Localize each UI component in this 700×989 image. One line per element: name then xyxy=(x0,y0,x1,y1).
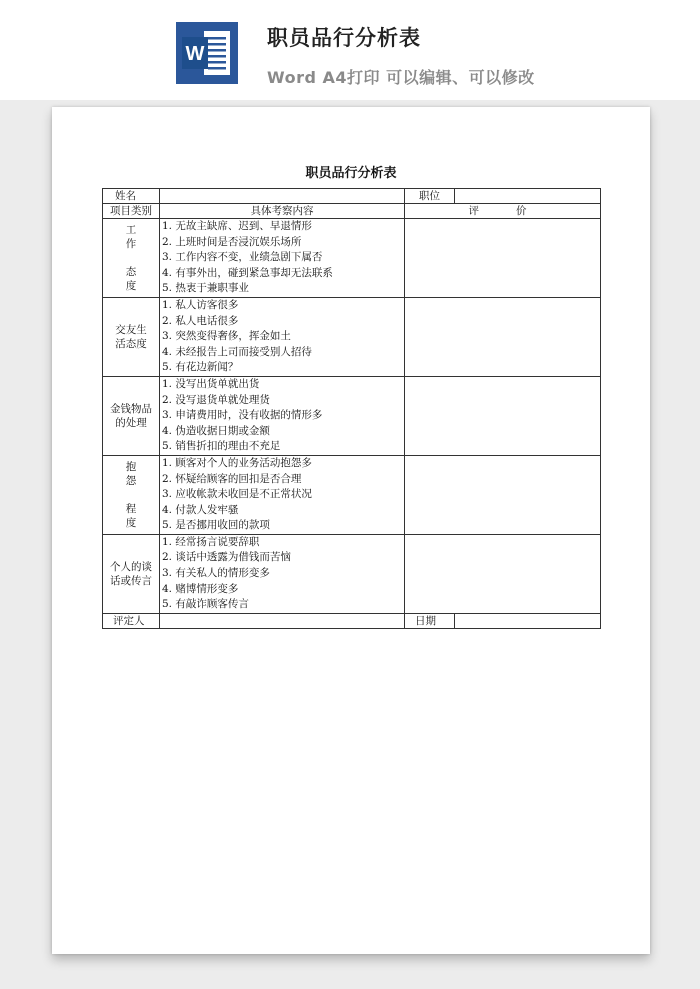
evaluator-label: 评定人 xyxy=(103,613,160,628)
section-row xyxy=(103,297,601,376)
criteria-item: 3. 突然变得奢侈，挥金如土 xyxy=(162,330,291,343)
category-cell xyxy=(103,534,160,613)
category-cell xyxy=(103,219,160,298)
category-cell xyxy=(103,376,160,455)
word-document-icon xyxy=(176,22,238,84)
criteria-item: 3. 工作内容不变，业绩急剧下属否 xyxy=(162,251,323,264)
criteria-item: 4. 未经报告上司而接受别人招待 xyxy=(162,345,312,358)
criteria-item: 4. 赌博情形变多 xyxy=(162,582,239,595)
category-column-header: 项目类别 xyxy=(103,204,160,219)
content-column-header: 具体考察内容 xyxy=(160,204,405,219)
criteria-item: 1. 私人访客很多 xyxy=(162,298,239,311)
criteria-item: 1. 无故主缺席、迟到、早退情形 xyxy=(162,220,312,232)
banner-subtitle: Word A4打印 可以编辑、可以修改 xyxy=(267,68,535,87)
criteria-item: 5. 有敲诈顾客传言 xyxy=(162,598,249,611)
word-logo-letter: W xyxy=(185,43,205,65)
criteria-item: 5. 是否挪用收回的款项 xyxy=(162,519,270,532)
evaluation-form-table xyxy=(102,188,601,629)
criteria-item: 4. 有事外出，碰到紧急事却无法联系 xyxy=(162,266,333,279)
name-label: 姓名 xyxy=(103,189,160,204)
date-value-field[interactable] xyxy=(455,613,601,628)
document-title: 职员品行分析表 xyxy=(305,166,397,181)
evaluation-label-part1: 评 xyxy=(468,205,479,217)
criteria-list xyxy=(160,219,405,298)
criteria-list xyxy=(160,455,405,534)
evaluation-label-part2: 价 xyxy=(516,205,527,217)
criteria-item: 3. 有关私人的情形变多 xyxy=(162,567,270,580)
banner-title: 职员品行分析表 xyxy=(267,26,421,50)
name-row xyxy=(103,189,601,204)
criteria-list xyxy=(160,534,405,613)
evaluation-field[interactable] xyxy=(405,219,601,298)
criteria-item: 5. 热衷于兼职事业 xyxy=(162,282,249,295)
criteria-item: 1. 没写出货单就出货 xyxy=(162,377,260,390)
criteria-item: 1. 顾客对个人的业务活动抱怨多 xyxy=(162,456,312,469)
category-cell xyxy=(103,455,160,534)
category-cell xyxy=(103,297,160,376)
section-row xyxy=(103,534,601,613)
category-line-1: 抱 怨 xyxy=(125,460,145,487)
criteria-list xyxy=(160,297,405,376)
evaluation-column-header xyxy=(405,204,601,219)
criteria-item: 3. 应收帐款未收回是不正常状况 xyxy=(162,488,312,501)
category-line-2: 话或传言 xyxy=(110,574,152,587)
criteria-item: 2. 上班时间是否浸沉娱乐场所 xyxy=(162,235,302,248)
footer-row xyxy=(103,613,601,628)
criteria-item: 2. 没写退货单就处理货 xyxy=(162,393,270,406)
category-line-1: 个人的谈 xyxy=(110,560,152,573)
section-row xyxy=(103,455,601,534)
criteria-item: 4. 付款人发牢骚 xyxy=(162,503,239,516)
evaluation-field[interactable] xyxy=(405,534,601,613)
category-line-2: 活态度 xyxy=(115,337,147,350)
category-line-1: 工 作 xyxy=(125,223,145,250)
criteria-item: 2. 谈话中透露为借钱而苦恼 xyxy=(162,551,291,564)
section-row xyxy=(103,376,601,455)
criteria-item: 2. 怀疑给顾客的回扣是否合理 xyxy=(162,472,302,485)
position-label: 职位 xyxy=(405,189,455,204)
category-line-2: 态 度 xyxy=(125,265,145,292)
document-page xyxy=(52,107,650,954)
criteria-item: 5. 销售折扣的理由不充足 xyxy=(162,440,281,453)
category-line-2: 程 度 xyxy=(125,502,145,529)
column-header-row xyxy=(103,204,601,219)
banner xyxy=(0,0,700,100)
evaluation-field[interactable] xyxy=(405,376,601,455)
evaluation-field[interactable] xyxy=(405,297,601,376)
category-line-1: 金钱物品 xyxy=(110,402,152,415)
category-line-1: 交友生 xyxy=(115,323,147,336)
criteria-item: 4. 伪造收据日期或金额 xyxy=(162,424,270,437)
criteria-item: 2. 私人电话很多 xyxy=(162,314,239,327)
category-line-2: 的处理 xyxy=(115,416,147,429)
section-row xyxy=(103,219,601,298)
date-label: 日期 xyxy=(405,613,455,628)
criteria-item: 1. 经常扬言说要辞职 xyxy=(162,535,260,548)
name-value-field[interactable] xyxy=(160,189,405,204)
criteria-list xyxy=(160,376,405,455)
criteria-item: 5. 有花边新闻？ xyxy=(162,361,239,374)
evaluation-field[interactable] xyxy=(405,455,601,534)
evaluator-value-field[interactable] xyxy=(160,613,405,628)
criteria-item: 3. 申请费用时，没有收据的情形多 xyxy=(162,409,323,422)
position-value-field[interactable] xyxy=(455,189,601,204)
